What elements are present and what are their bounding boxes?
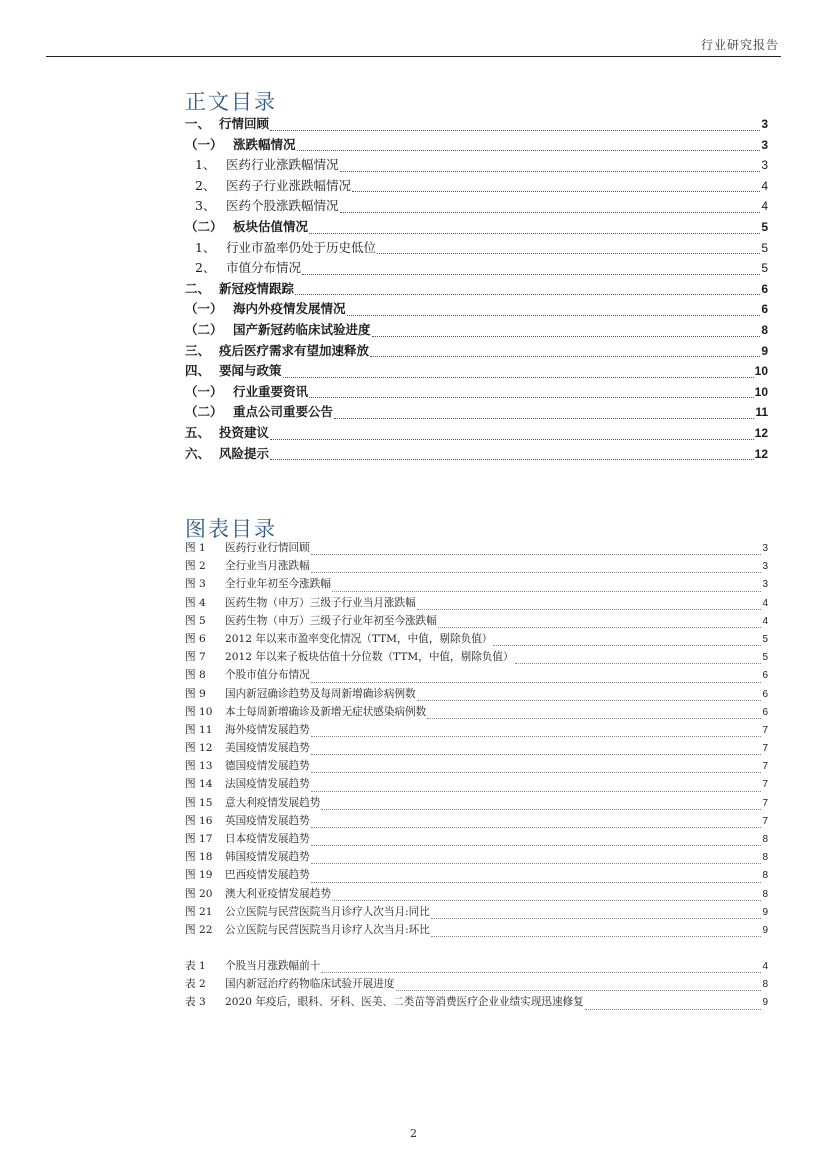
toc-entry[interactable] — [185, 176, 768, 197]
entry-title: 全行业年初至今涨跌幅 — [225, 578, 331, 591]
entry-title: 行业重要资讯 — [233, 383, 309, 399]
entry-title: 个股当月涨跌幅前十 — [225, 960, 321, 972]
figure-list-entry[interactable] — [185, 722, 768, 740]
entry-title: 医药子行业涨跌幅情况 — [226, 177, 352, 193]
figure-list-entry[interactable] — [185, 667, 768, 685]
entry-title: 澳大利亚疫情发展趋势 — [225, 887, 331, 900]
entry-title: 公立医院与民营医院当月诊疗人次当月:环比 — [225, 923, 430, 936]
toc-entry[interactable] — [185, 155, 768, 176]
entry-page-number: 4 — [761, 178, 768, 193]
entry-page-number: 12 — [754, 446, 768, 461]
dot-leader — [372, 336, 761, 337]
entry-page-number: 7 — [762, 797, 768, 809]
toc-entry[interactable] — [185, 402, 768, 423]
toc-entry[interactable] — [185, 238, 768, 259]
entry-title: 要闻与政策 — [219, 363, 282, 379]
entry-number: 图 9 — [185, 687, 206, 700]
entry-title: 2020 年疫后，眼科、牙科、医美、二类苗等消费医疗企业业绩实现迅速修复 — [225, 996, 584, 1009]
dot-leader — [311, 682, 762, 683]
entry-number: 图 17 — [185, 833, 213, 845]
entry-title: 公立医院与民营医院当月诊疗人次当月:同比 — [225, 905, 430, 918]
dot-leader — [311, 791, 762, 792]
entry-title: 板块估值情况 — [233, 218, 309, 234]
entry-number: 二、 — [185, 280, 211, 296]
entry-page-number: 7 — [762, 724, 768, 736]
entry-number: 表 3 — [185, 996, 206, 1009]
entry-page-number: 9 — [761, 343, 768, 358]
entry-page-number: 6 — [762, 670, 768, 682]
figure-toc-title: 图表目录 — [185, 517, 277, 541]
figure-list-entry[interactable] — [185, 904, 768, 922]
figure-list-entry[interactable] — [185, 867, 768, 885]
figure-list-entry[interactable] — [185, 649, 768, 667]
figure-list-entry[interactable] — [185, 831, 768, 849]
toc-entry[interactable] — [185, 258, 768, 279]
entry-page-number: 10 — [754, 384, 768, 399]
entry-page-number: 7 — [762, 815, 768, 827]
entry-title: 日本疫情发展趋势 — [225, 833, 310, 845]
entry-number: （一） — [185, 136, 223, 152]
entry-title: 医药行业行情回顾 — [225, 542, 310, 554]
dot-leader — [311, 554, 762, 555]
entry-title: 美国疫情发展趋势 — [225, 742, 310, 755]
entry-title: 投资建议 — [219, 424, 270, 440]
dot-leader — [311, 845, 762, 846]
entry-page-number: 4 — [762, 961, 768, 972]
entry-page-number: 3 — [762, 579, 768, 591]
dot-leader — [352, 191, 760, 192]
dot-leader — [309, 233, 760, 234]
entry-page-number: 4 — [761, 199, 768, 214]
dot-leader — [417, 609, 762, 610]
entry-number: （一） — [185, 301, 223, 317]
entry-page-number: 3 — [761, 117, 768, 131]
entry-number: 图 5 — [185, 614, 206, 627]
dot-leader — [340, 212, 761, 213]
dot-leader — [311, 772, 762, 773]
entry-number: （二） — [185, 321, 223, 337]
entry-number: 2、 — [195, 177, 216, 193]
figure-list-entry[interactable] — [185, 849, 768, 867]
entry-page-number: 11 — [755, 405, 768, 420]
dot-leader — [370, 356, 760, 357]
figure-list-entry[interactable] — [185, 631, 768, 649]
entry-title: 全行业当月涨跌幅 — [225, 560, 310, 573]
entry-number: 图 1 — [185, 542, 206, 554]
dot-leader — [334, 418, 754, 419]
toc-entry[interactable] — [185, 382, 768, 403]
dot-leader — [377, 253, 760, 254]
entry-number: 四、 — [185, 363, 211, 379]
figure-list-entry[interactable] — [185, 558, 768, 576]
entry-page-number: 10 — [754, 364, 768, 379]
dot-leader — [311, 572, 762, 573]
main-toc-title: 正文目录 — [185, 90, 277, 114]
entry-page-number: 7 — [762, 761, 768, 773]
entry-title: 韩国疫情发展趋势 — [225, 851, 310, 864]
entry-number: 图 16 — [185, 814, 213, 827]
figure-list-entry[interactable] — [185, 758, 768, 776]
entry-title: 国产新冠药临床试验进度 — [233, 321, 371, 337]
entry-number: 图 4 — [185, 596, 206, 609]
entry-page-number: 7 — [762, 743, 768, 755]
entry-number: 图 7 — [185, 651, 206, 664]
entry-page-number: 4 — [762, 597, 768, 609]
entry-number: 图 3 — [185, 578, 206, 591]
entry-title: 新冠疫情跟踪 — [219, 280, 295, 296]
entry-page-number: 5 — [762, 633, 768, 645]
entry-title: 海内外疫情发展情况 — [233, 301, 346, 317]
entry-page-number: 6 — [761, 302, 768, 317]
dot-leader — [431, 936, 762, 937]
entry-page-number: 8 — [762, 888, 768, 900]
dot-leader — [396, 990, 762, 991]
table-list-entry[interactable] — [185, 976, 768, 994]
entry-title: 德国疫情发展趋势 — [225, 760, 310, 773]
entry-title: 法国疫情发展趋势 — [225, 778, 310, 791]
dot-leader — [302, 274, 760, 275]
entry-number: 图 19 — [185, 869, 213, 882]
entry-number: 六、 — [185, 445, 211, 461]
dot-leader — [311, 827, 762, 828]
entry-page-number: 6 — [762, 688, 768, 700]
entry-number: 三、 — [185, 342, 211, 358]
entry-number: 1、 — [195, 157, 216, 173]
dot-leader — [297, 150, 761, 151]
entry-title: 医药生物（申万）三级子行业年初至今涨跌幅 — [225, 614, 437, 627]
entry-page-number: 4 — [762, 615, 768, 627]
dot-leader — [493, 645, 761, 646]
figure-list-entry[interactable] — [185, 613, 768, 631]
dot-leader — [311, 736, 762, 737]
dot-leader — [311, 863, 762, 864]
figure-list-entry[interactable] — [185, 740, 768, 758]
entry-page-number: 8 — [762, 834, 768, 845]
entry-title: 风险提示 — [219, 445, 270, 461]
entry-title: 个股市值分布情况 — [225, 669, 310, 682]
figure-toc-list — [185, 540, 768, 940]
entry-title: 疫后医疗需求有望加速释放 — [219, 342, 370, 358]
figure-list-entry[interactable] — [185, 686, 768, 704]
dot-leader — [427, 718, 761, 719]
entry-number: （二） — [185, 218, 223, 234]
entry-number: 图 13 — [185, 760, 213, 773]
dot-leader — [270, 439, 754, 440]
toc-entry[interactable] — [185, 423, 768, 444]
entry-number: 图 10 — [185, 705, 213, 718]
entry-title: 重点公司重要公告 — [233, 404, 334, 420]
entry-page-number: 7 — [762, 779, 768, 791]
entry-number: 图 6 — [185, 632, 206, 645]
report-type-header: 行业研究报告 — [700, 38, 779, 52]
figure-list-entry[interactable] — [185, 704, 768, 722]
entry-title: 海外疫情发展趋势 — [225, 723, 310, 736]
page-number: 2 — [410, 1127, 417, 1140]
entry-title: 医药生物（申万）三级子行业当月涨跌幅 — [225, 596, 416, 609]
toc-entry[interactable] — [185, 217, 768, 238]
entry-number: 3、 — [195, 198, 216, 214]
entry-number: 图 11 — [185, 723, 213, 736]
entry-number: （一） — [185, 383, 223, 399]
entry-title: 意大利疫情发展趋势 — [225, 796, 321, 809]
entry-number: 表 2 — [185, 978, 206, 991]
entry-page-number: 8 — [762, 979, 768, 991]
entry-number: 图 22 — [185, 923, 213, 936]
entry-number: 1、 — [195, 239, 216, 255]
dot-leader — [283, 377, 754, 378]
toc-entry[interactable] — [185, 114, 768, 135]
entry-number: 图 15 — [185, 796, 213, 809]
figure-list-entry[interactable] — [185, 776, 768, 794]
entry-title: 2012 年以来市盈率变化情况（TTM，中值，剔除负值） — [225, 632, 493, 645]
entry-page-number: 5 — [761, 219, 768, 234]
figure-list-entry[interactable] — [185, 813, 768, 831]
table-toc-list — [185, 958, 768, 1013]
entry-number: 图 12 — [185, 742, 213, 755]
entry-title: 行业市盈率仍处于历史低位 — [226, 239, 377, 255]
dot-leader — [332, 900, 762, 901]
dot-leader — [347, 315, 761, 316]
figure-list-entry[interactable] — [185, 922, 768, 940]
entry-page-number: 5 — [762, 652, 768, 664]
entry-page-number: 8 — [762, 870, 768, 882]
dot-leader — [309, 397, 754, 398]
figure-list-entry[interactable] — [185, 540, 768, 558]
entry-number: 图 14 — [185, 778, 213, 791]
table-list-entry[interactable] — [185, 958, 768, 976]
entry-page-number: 8 — [761, 322, 768, 337]
toc-entry[interactable] — [185, 361, 768, 382]
entry-title: 2012 年以来子板块估值十分位数（TTM，中值，剔除负值） — [225, 651, 514, 664]
dot-leader — [438, 627, 762, 628]
dot-leader — [332, 591, 762, 592]
figure-list-entry[interactable] — [185, 576, 768, 594]
entry-title: 行情回顾 — [219, 116, 270, 131]
entry-page-number: 9 — [762, 906, 768, 918]
entry-number: 一、 — [185, 116, 211, 131]
dot-leader — [321, 972, 761, 973]
dot-leader — [515, 663, 762, 664]
toc-entry[interactable] — [185, 279, 768, 300]
header-divider — [46, 56, 781, 57]
entry-page-number: 9 — [762, 997, 768, 1009]
main-toc-list — [185, 114, 768, 464]
entry-page-number: 3 — [762, 561, 768, 573]
dot-leader — [340, 171, 761, 172]
entry-page-number: 5 — [761, 240, 768, 255]
entry-title: 医药行业涨跌幅情况 — [226, 157, 339, 173]
figure-list-entry[interactable] — [185, 886, 768, 904]
toc-entry[interactable] — [185, 341, 768, 362]
dot-leader — [417, 700, 762, 701]
dot-leader — [295, 294, 760, 295]
entry-number: 图 8 — [185, 669, 206, 682]
entry-number: 图 21 — [185, 905, 213, 918]
dot-leader — [431, 918, 762, 919]
figure-list-entry[interactable] — [185, 795, 768, 813]
entry-number: 表 1 — [185, 960, 206, 972]
entry-title: 涨跌幅情况 — [233, 136, 296, 152]
dot-leader — [321, 809, 761, 810]
toc-entry[interactable] — [185, 299, 768, 320]
entry-page-number: 3 — [761, 158, 768, 173]
entry-page-number: 6 — [762, 706, 768, 718]
dot-leader — [311, 882, 762, 883]
entry-number: （二） — [185, 404, 223, 420]
toc-entry[interactable] — [185, 135, 768, 156]
entry-title: 巴西疫情发展趋势 — [225, 869, 310, 882]
entry-page-number: 8 — [762, 852, 768, 864]
entry-page-number: 3 — [761, 137, 768, 152]
entry-title: 英国疫情发展趋势 — [225, 814, 310, 827]
toc-entry[interactable] — [185, 444, 768, 465]
entry-number: 2、 — [195, 260, 216, 276]
entry-page-number: 6 — [761, 281, 768, 296]
toc-entry[interactable] — [185, 196, 768, 217]
entry-page-number: 3 — [762, 543, 768, 554]
entry-number: 图 18 — [185, 851, 213, 864]
dot-leader — [270, 130, 760, 131]
toc-entry[interactable] — [185, 320, 768, 341]
table-list-entry[interactable] — [185, 994, 768, 1012]
dot-leader — [270, 459, 754, 460]
entry-page-number: 9 — [762, 924, 768, 936]
figure-list-entry[interactable] — [185, 595, 768, 613]
entry-number: 五、 — [185, 424, 211, 440]
entry-title: 国内新冠治疗药物临床试验开展进度 — [225, 978, 395, 991]
dot-leader — [585, 1009, 762, 1010]
entry-number: 图 20 — [185, 887, 213, 900]
entry-title: 本土每周新增确诊及新增无症状感染病例数 — [225, 705, 427, 718]
entry-title: 国内新冠确诊趋势及每周新增确诊病例数 — [225, 687, 416, 700]
entry-title: 市值分布情况 — [226, 260, 302, 276]
entry-title: 医药个股涨跌幅情况 — [226, 198, 339, 214]
dot-leader — [311, 754, 762, 755]
entry-page-number: 5 — [761, 261, 768, 276]
entry-page-number: 12 — [754, 425, 768, 440]
entry-number: 图 2 — [185, 560, 206, 573]
